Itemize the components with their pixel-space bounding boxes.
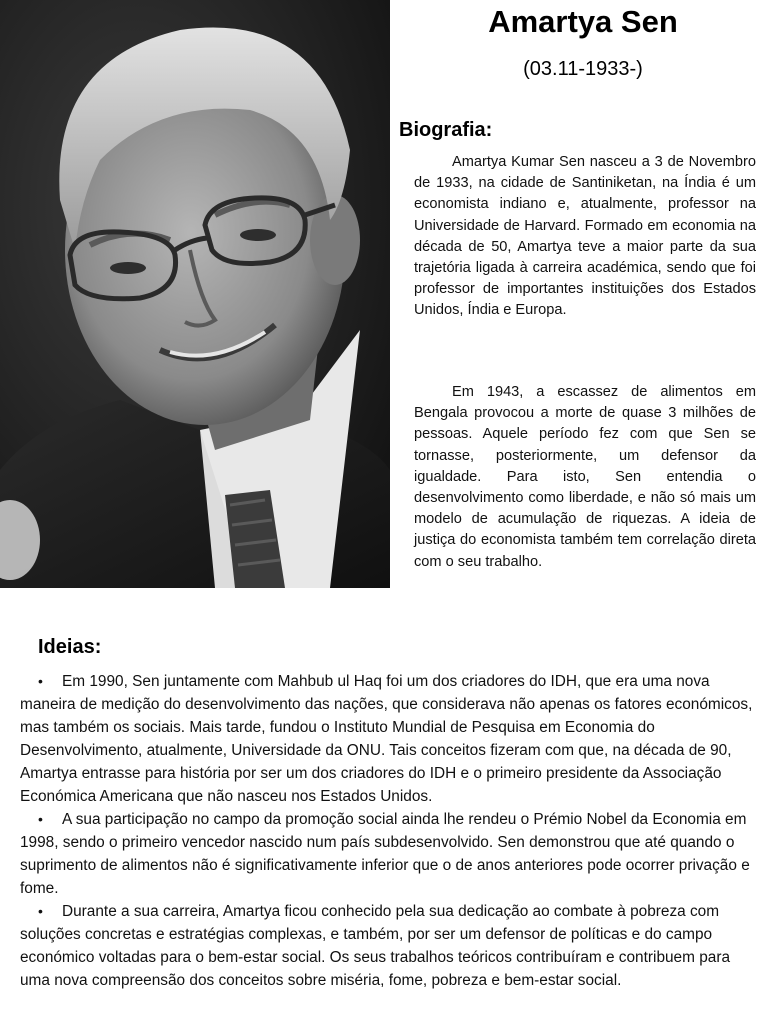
ideas-list xyxy=(20,670,762,992)
biography-paragraph: Amartya Kumar Sen nasceu a 3 de Novembro de 1933, na cidade de Santiniketan, na Índia é um economista indiano e, atualmente, professor na Universidade de Harvard. Formado em economia na década de 50, Amartya teve a maior parte da sua trajetória ligada à carreira académica, sendo que foi professor de importantes instituições dos Estados Unidos, Índia e Europa. xyxy=(414,154,756,319)
portrait-illustration xyxy=(0,0,390,588)
idea-text: Durante a sua carreira, Amartya ficou conhecido pela sua dedicação ao combate à pobreza com soluções concretas e estratégias complexas, e também, por ser um defensor de políticas e do campo económico voltadas para o bem-estar social. Os seus trabalhos teóricos contribuíram e contribuem para uma nova compreensão dos conceitos sobre miséria, fome, pobreza e bem-estar social. xyxy=(20,903,731,989)
list-item xyxy=(20,900,762,992)
person-name: Amartya Sen xyxy=(488,4,678,39)
bullet-icon: • xyxy=(38,673,43,689)
ideas-heading: Ideias: xyxy=(38,636,102,658)
portrait-photo xyxy=(0,0,390,588)
list-item xyxy=(20,670,762,808)
idea-text: A sua participação no campo da promoção social ainda lhe rendeu o Prémio Nobel da Economia em 1998, sendo o primeiro vencedor nascido num país subdesenvolvido. Sen demonstrou que até quando o suprimento de alimentos não é significativamente inferior que o de anos anteriores pode ocorrer privação e fome. xyxy=(20,811,750,897)
list-item xyxy=(20,808,762,900)
biography-heading: Biografia: xyxy=(399,119,493,141)
biography-paragraph: Em 1943, a escassez de alimentos em Bengala provocou a morte de quase 3 milhões de pessoas. Aquele período fez com que Sen se tornasse, posteriormente, um defensor da igualdade. Para isto, Sen entendia o desenvolvimento como liberdade, e não só mais um modelo de acumulação de riquezas. A ideia de justiça do economista também tem correlação direta com o seu trabalho. xyxy=(414,384,756,570)
idea-text: Em 1990, Sen juntamente com Mahbub ul Haq foi um dos criadores do IDH, que era uma nova maneira de medição do desenvolvimento das nações, que considerava não apenas os fatores económicos, mas também os sociais. Mais tarde, fundou o Instituto Mundial de Pesquisa em Economia do Desenvolvimento, atualmente, Universidade da ONU. Tais conceitos fizeram com que, na década de 90, Amartya entrasse para história por ser um dos criadores do IDH e o primeiro presidente da Associação Económica Americana que não nasceu nos Estados Unidos. xyxy=(20,673,753,805)
bullet-icon: • xyxy=(38,903,43,919)
bullet-icon: • xyxy=(38,811,43,827)
life-dates: (03.11-1933-) xyxy=(523,58,643,80)
